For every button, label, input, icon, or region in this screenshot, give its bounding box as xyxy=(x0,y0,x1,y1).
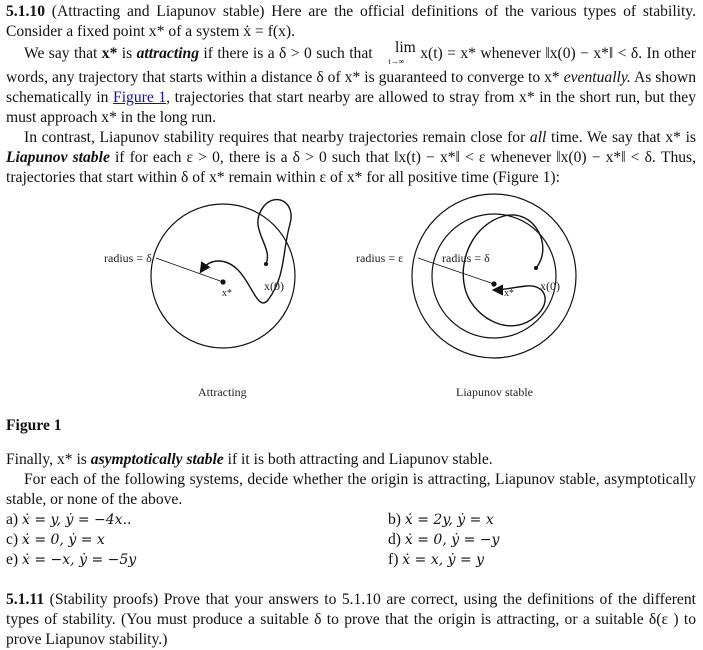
figure-1-link[interactable]: Figure 1 xyxy=(113,89,167,106)
exercise-5-1-11 xyxy=(6,590,696,650)
system-equation: ẋ = −x, ẏ = −5y xyxy=(22,552,137,568)
liapunov-definition xyxy=(6,128,696,188)
exercise-page xyxy=(6,2,696,650)
exercise-title: (Attracting and Liapunov stable) Here are the official definitions of the various types of stability. Consider a fixed point x* of a system ẋ = f(x). xyxy=(6,3,696,40)
system-f xyxy=(388,550,688,570)
system-e xyxy=(6,550,388,570)
system-label: f) xyxy=(388,551,399,568)
emphasis-eventually: eventually. xyxy=(563,69,631,86)
system-c xyxy=(6,530,388,550)
text-run: if there is a δ > 0 such that xyxy=(199,45,377,62)
text-run: We say that xyxy=(24,45,102,62)
system-equation: ẋ = x, ẏ = y xyxy=(402,552,485,568)
system-equation: ẋ = 0, ẏ = −y xyxy=(404,532,500,548)
asymptotic-definition xyxy=(6,450,696,470)
system-a xyxy=(6,510,388,530)
text-run: time. We say that x* is xyxy=(546,129,696,146)
system-label: c) xyxy=(6,531,19,548)
system-d xyxy=(388,530,688,550)
system-b xyxy=(388,510,688,530)
text-run: Finally, x* is xyxy=(6,451,91,468)
exercise-number: 5.1.11 xyxy=(6,591,45,608)
term-attracting: attracting xyxy=(136,45,199,62)
task-instruction: For each of the following systems, decide whether the origin is attracting, Liapunov stable, asymptotically stable, or none of the above. xyxy=(6,471,696,508)
exercise-5-1-10-intro xyxy=(6,2,696,42)
delta-radius-label: radius = δ xyxy=(442,251,490,265)
system-equation: ẋ = 0, ẏ = x xyxy=(22,532,105,548)
figure-1-label: Figure 1 xyxy=(6,417,62,434)
text-run: x(t) = x* whenever ‖x(0) − x*‖ < δ. In other words, any trajectory that starts within a distance δ of x* is guaranteed to converge to x* xyxy=(6,45,696,86)
system-equation: ẋ = y, ẏ = −4x.. xyxy=(22,512,132,528)
limit-subscript: t→∞ xyxy=(388,57,405,66)
right-caption: Liapunov stable xyxy=(456,385,533,399)
term-liapunov-stable: Liapunov stable xyxy=(6,149,110,166)
text-run: In contrast, Liapunov stability requires that nearby trajectories remain close for xyxy=(24,129,530,146)
system-label: d) xyxy=(388,531,401,548)
right-x0-label: x(0) xyxy=(540,279,560,293)
left-radius-label: radius = δ xyxy=(104,251,152,265)
exercise-text: (Stability proofs) Prove that your answers to 5.1.10 are correct, using the definitions of the different types of stability. (You must produce a suitable δ to prove that the origin is attracting, or a suitable δ(ε ) to prove Liapunov stability.) xyxy=(6,591,696,648)
system-equation: ẋ = 2y, ẏ = x xyxy=(404,512,494,528)
exercise-number: 5.1.10 xyxy=(6,3,45,20)
right-xstar-label: x* xyxy=(504,288,514,299)
trajectory-right xyxy=(463,215,545,326)
text-run: if for each ε > 0, there is a δ > 0 such that ‖x(t) − x*‖ < ε whenever ‖x(0) − x*‖ < δ. Thus, trajectories that start within δ of x* remain within ε of x* for all positive time (Figure 1): xyxy=(6,149,696,186)
system-label: b) xyxy=(388,511,401,528)
figure-1-diagram xyxy=(6,188,696,416)
systems-list xyxy=(6,510,696,570)
left-x0-label: x(0) xyxy=(264,279,284,293)
figure-1 xyxy=(6,188,696,416)
epsilon-radius-label: radius = ε xyxy=(356,251,404,265)
attracting-definition: We say that x* is attracting if there is a δ > 0 such that lim t→∞ x(t) = x* whenever ‖x(0) − x*‖ < δ. In other words, any trajectory that starts within a distance δ of x* is guaranteed to converge to x* eventually. As shown schematically in Figure 1, trajectories that start nearby are allowed to stray from x* in the short run, but they must approach x* in the long run. xyxy=(6,39,696,126)
delta-circle-right xyxy=(432,214,556,338)
system-label: a) xyxy=(6,511,19,528)
text-run: As shown schematically in xyxy=(6,69,696,106)
emphasis-all: all xyxy=(529,129,547,146)
term-asymptotically-stable: asymptotically stable xyxy=(90,451,224,468)
left-xstar-label: x* xyxy=(222,288,232,299)
left-caption: Attracting xyxy=(198,385,247,399)
limit-operator: lim xyxy=(395,39,416,56)
system-label: e) xyxy=(6,551,19,568)
text-run: , trajectories that start nearby are allowed to stray from x* in the short run, but they must approach x* in the long run. xyxy=(6,89,696,126)
text-run: if it is both attracting and Liapunov stable. xyxy=(223,451,493,468)
